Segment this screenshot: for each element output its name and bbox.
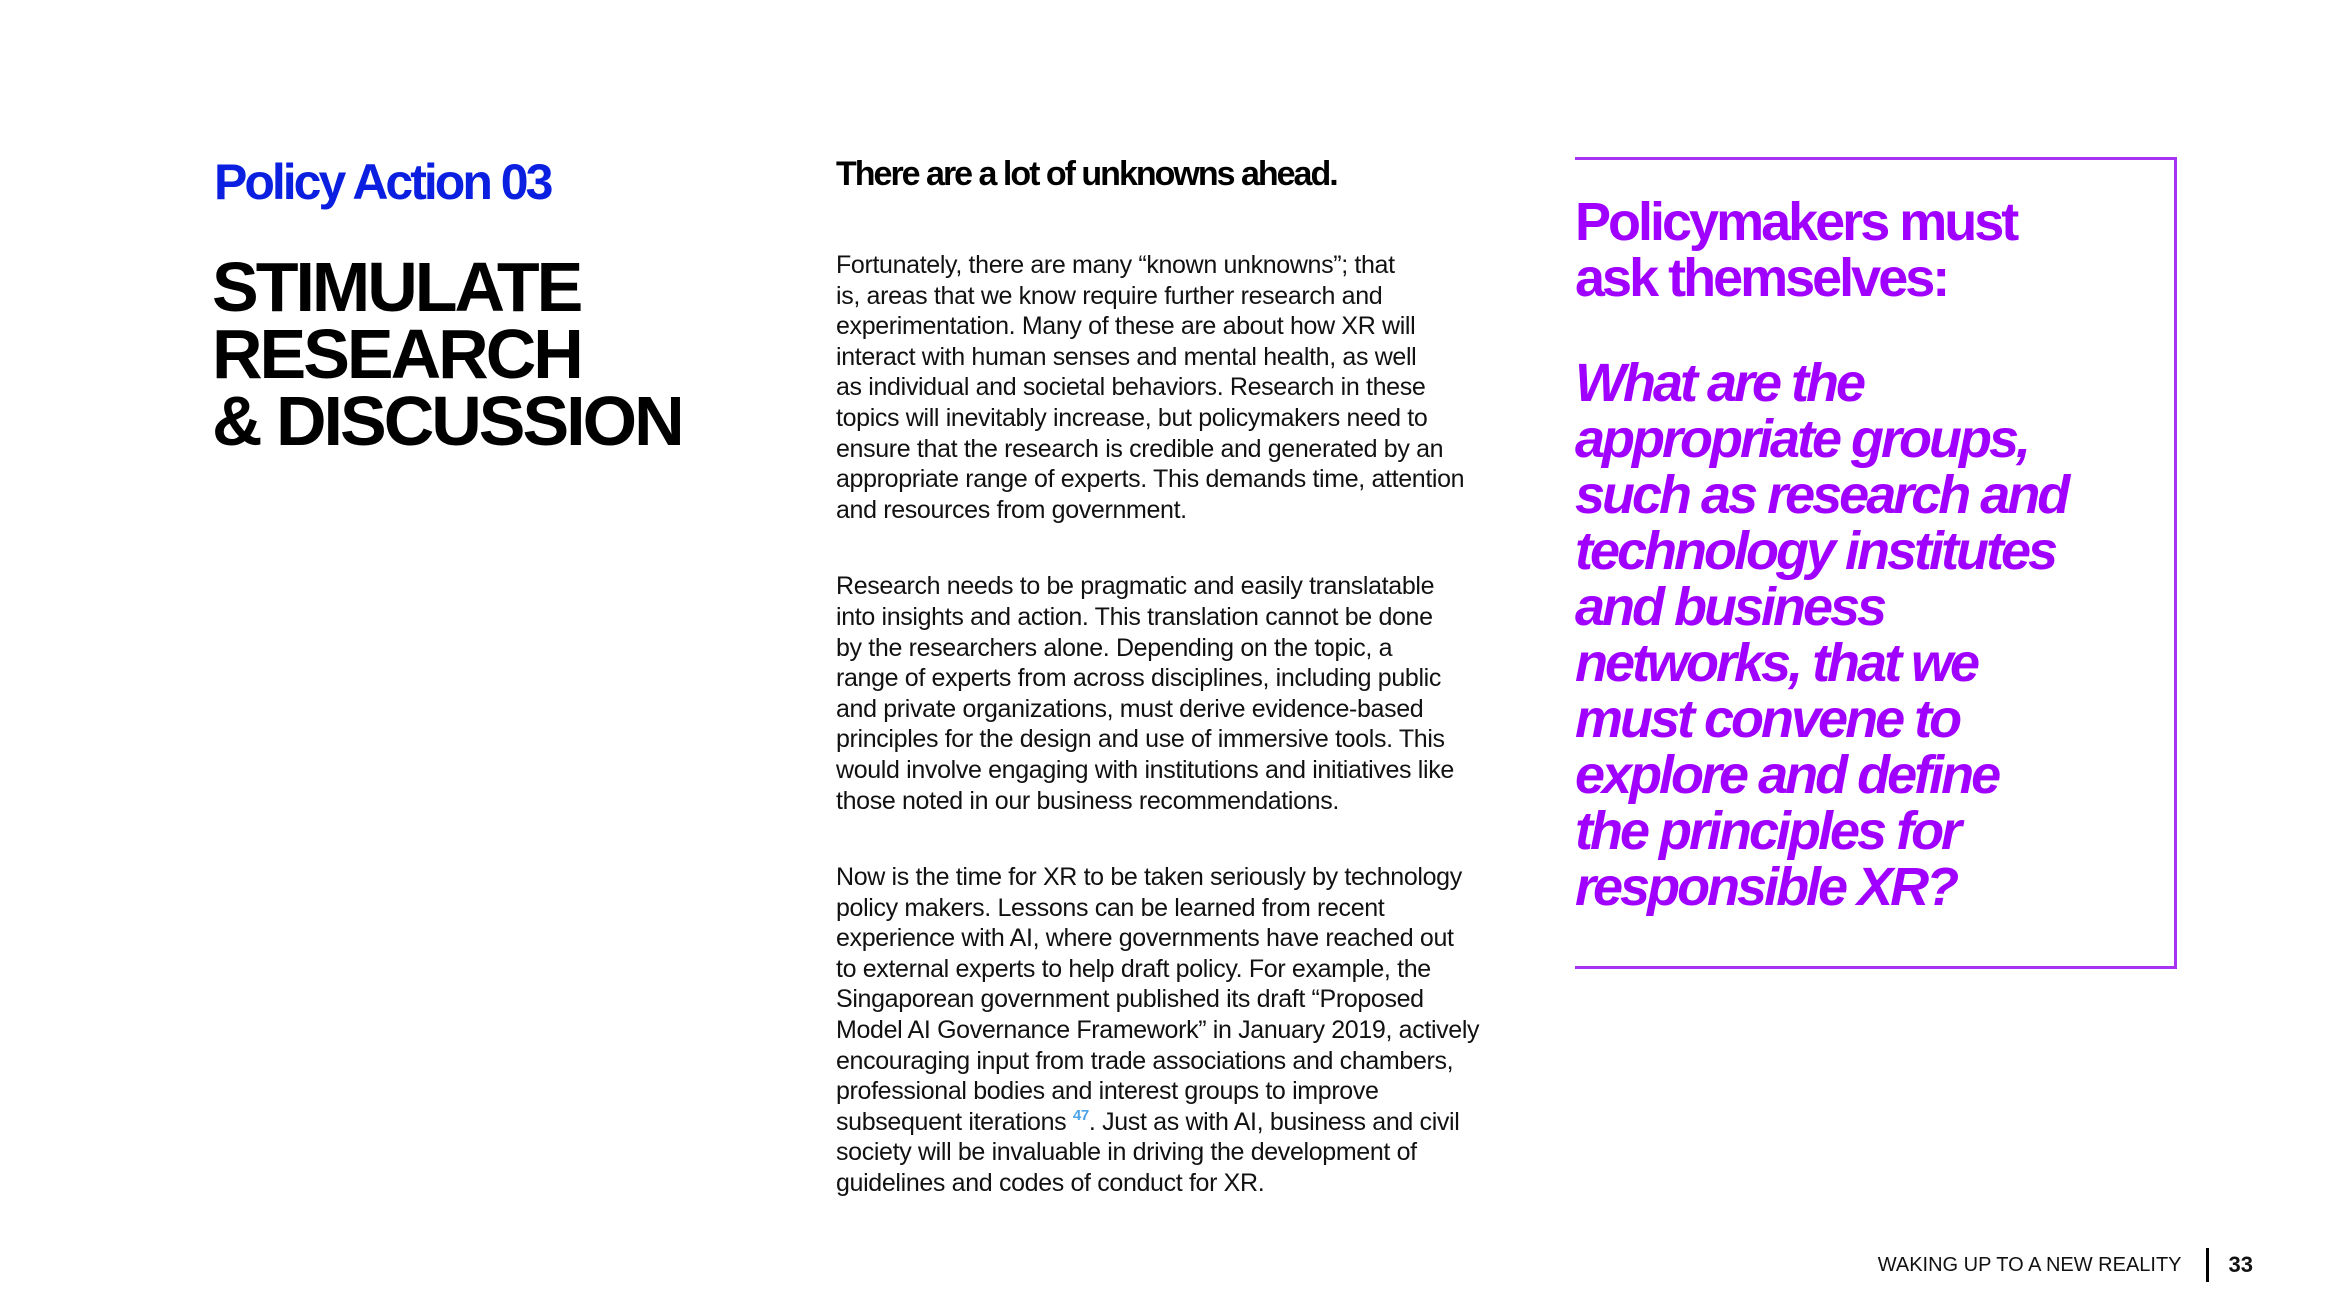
- document-title: WAKING UP TO A NEW REALITY: [1877, 1253, 2182, 1276]
- text-fragment: subsequent iterations: [836, 1107, 1073, 1136]
- callout-question-line: networks, that we: [1575, 633, 1978, 693]
- text-line-with-footnote: [836, 1107, 1516, 1138]
- callout-question-line: explore and define: [1575, 745, 1999, 805]
- callout-question-line: responsible XR?: [1575, 857, 1957, 917]
- page-number: 33: [2228, 1252, 2253, 1277]
- text-line: experimentation. Many of these are about how XR will: [836, 312, 1416, 341]
- paragraph-2: [836, 571, 1516, 816]
- footnote-reference[interactable]: 47: [1072, 1106, 1089, 1124]
- text-line: into insights and action. This translation cannot be done: [836, 602, 1433, 631]
- text-line: guidelines and codes of conduct for XR.: [836, 1169, 1265, 1198]
- text-line: appropriate range of experts. This demands time, attention: [836, 465, 1465, 494]
- callout-heading-line: ask themselves:: [1575, 248, 1948, 308]
- text-line: interact with human senses and mental health, as well: [836, 342, 1417, 371]
- text-line: Now is the time for XR to be taken seriously by technology: [836, 863, 1462, 892]
- lead-sentence: There are a lot of unknowns ahead.: [836, 155, 1337, 193]
- text-fragment: . Just as with AI, business and civil: [1088, 1107, 1460, 1136]
- policy-action-label: Policy Action 03: [214, 154, 551, 210]
- footer-divider: [2206, 1248, 2209, 1282]
- callout-question-line: must convene to: [1575, 689, 1960, 749]
- page-title-line: STIMULATE: [212, 248, 581, 326]
- paragraph-3: [836, 862, 1516, 1199]
- callout-heading: [1575, 194, 2016, 306]
- text-line: by the researchers alone. Depending on the topic, a: [836, 633, 1393, 662]
- page-title-line: RESEARCH: [212, 315, 581, 393]
- text-line: experience with AI, where governments have reached out: [836, 924, 1454, 953]
- text-line: encouraging input from trade associations and chambers,: [836, 1046, 1454, 1075]
- text-line: and resources from government.: [836, 495, 1187, 524]
- callout-heading-line: Policymakers must: [1575, 192, 2017, 252]
- callout-question-line: such as research and: [1575, 465, 2068, 525]
- callout-question-line: appropriate groups,: [1575, 409, 2029, 469]
- text-line: to external experts to help draft policy. For example, the: [836, 954, 1431, 983]
- text-line: society will be invaluable in driving the development of: [836, 1138, 1417, 1167]
- page-title-line: & DISCUSSION: [212, 382, 682, 460]
- page-title: [212, 248, 682, 460]
- text-line: principles for the design and use of immersive tools. This: [836, 725, 1445, 754]
- text-line: professional bodies and interest groups to improve: [836, 1077, 1379, 1106]
- text-line: Fortunately, there are many “known unknowns”; that: [836, 251, 1395, 279]
- paragraph-1: [836, 250, 1516, 525]
- text-line: Model AI Governance Framework” in January 2019, actively: [836, 1016, 1480, 1045]
- callout-question-line: the principles for: [1575, 801, 1960, 861]
- text-line: Singaporean government published its draft “Proposed: [836, 985, 1424, 1014]
- article-body: [836, 152, 1516, 1245]
- callout-question-line: What are the: [1575, 353, 1864, 413]
- text-line: is, areas that we know require further research and: [836, 281, 1383, 310]
- text-line: ensure that the research is credible and generated by an: [836, 434, 1444, 463]
- page-footer: [1878, 1248, 2253, 1282]
- text-line: those noted in our business recommendations.: [836, 786, 1339, 815]
- callout-question: [1575, 355, 2067, 915]
- text-line: would involve engaging with institutions and initiatives like: [836, 755, 1454, 784]
- text-line: policy makers. Lessons can be learned from recent: [836, 893, 1385, 922]
- text-line: topics will inevitably increase, but policymakers need to: [836, 403, 1428, 432]
- text-line: and private organizations, must derive evidence-based: [836, 694, 1424, 723]
- text-line: as individual and societal behaviors. Research in these: [836, 373, 1426, 402]
- callout-question-line: and business: [1575, 577, 1885, 637]
- callout-box: [1575, 157, 2177, 969]
- text-line: Research needs to be pragmatic and easily translatable: [836, 572, 1435, 601]
- callout-question-line: technology institutes: [1575, 521, 2056, 581]
- text-line: range of experts from across disciplines, including public: [836, 664, 1442, 693]
